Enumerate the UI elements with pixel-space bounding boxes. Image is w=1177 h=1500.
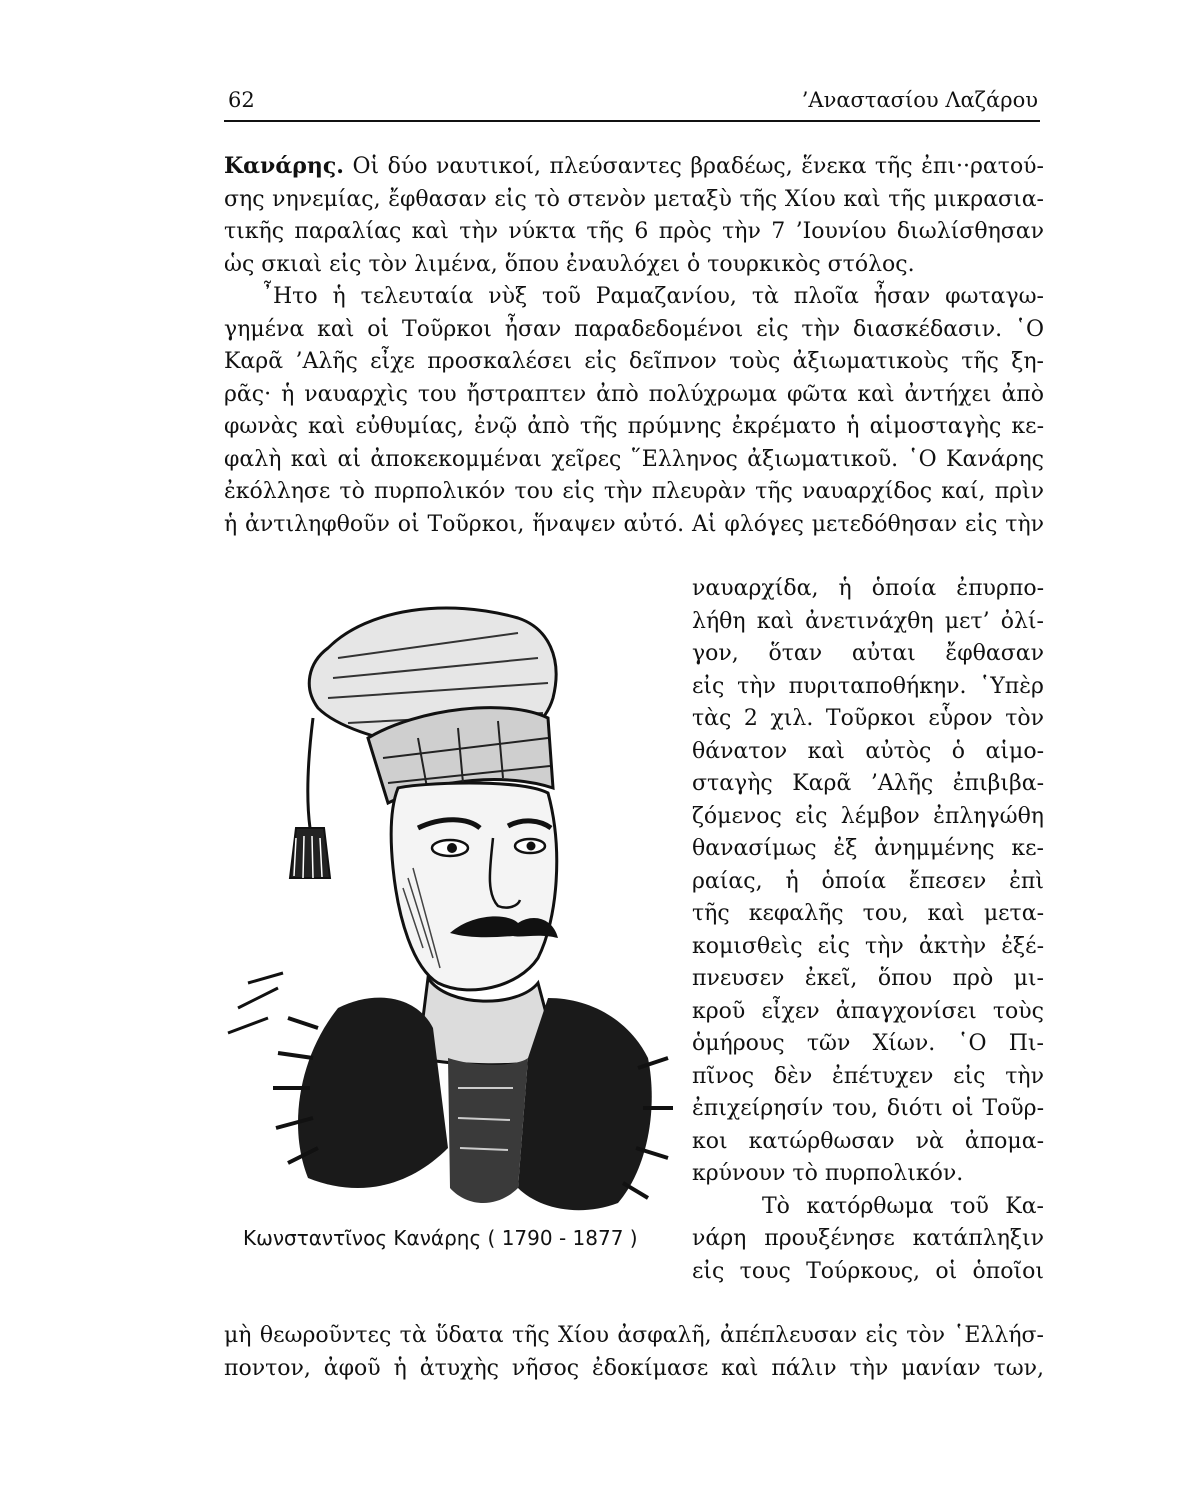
text-line: κρύνουν τὸ πυρπολικόν. bbox=[692, 1161, 964, 1186]
text-line: εἰς τους Τούρκους, οἱ ὁποῖοι bbox=[692, 1258, 1044, 1284]
text-line: Τὸ κατόρθωμα τοῦ Κα- bbox=[762, 1193, 1044, 1219]
side-column-text bbox=[692, 573, 1044, 1288]
text-line: θάνατον καὶ αὐτὸς ὁ αἱμο- bbox=[692, 738, 1044, 764]
text-line: τῆς κεφαλῆς του, καὶ μετα- bbox=[692, 901, 1044, 926]
portrait-engraving-icon bbox=[218, 588, 678, 1228]
text-line: ὁμήρους τῶν Χίων. ῾Ο Πι- bbox=[692, 1031, 1044, 1056]
text-line: φωνὰς καὶ εὐθυμίας, ἐνῷ ἀπὸ τῆς πρύμνης ἐκρέματο ἡ αἱμοσταγὴς κε- bbox=[224, 414, 1044, 439]
text-line: ρᾶς· ἡ ναυαρχὶς του ἤστραπτεν ἀπὸ πολύχρωμα φῶτα καὶ ἀντήχει ἀπὸ bbox=[224, 381, 1044, 407]
text-line: ἐπιχείρησίν του, διότι οἱ Τοῦρ- bbox=[692, 1096, 1044, 1121]
text-line: ζόμενος εἰς λέμβον ἐπληγώθη bbox=[692, 803, 1044, 829]
main-paragraphs bbox=[224, 150, 1044, 541]
running-title: ’Αναστασίου Λαζάρου bbox=[801, 88, 1038, 112]
text-line: φαλὴ καὶ αἱ ἀποκεκομμέναι χεῖρες ῞Ελληνος ἀξιωματικοῦ. ῾Ο Κανάρης bbox=[224, 446, 1044, 472]
text-line: εἰς τὴν πυριταποθήκην. ῾Υπὲρ bbox=[692, 673, 1044, 699]
text-line: τικῆς παραλίας καὶ τὴν νύκτα τῆς 6 πρὸς τὴν 7 ’Ιουνίου διωλίσθησαν bbox=[224, 219, 1044, 244]
text-line: ἐκόλλησε τὸ πυρπολικόν του εἰς τὴν πλευρὰν τῆς ναυαρχίδος καί, πρὶν bbox=[224, 479, 1044, 504]
lead-word: Κανάρης. bbox=[224, 153, 344, 179]
text-line: ὡς σκιαὶ εἰς τὸν λιμένα, ὅπου ἐναυλόχει ὁ τουρκικὸς στόλος. bbox=[224, 251, 915, 277]
figure-caption: Κωνσταντῖνος Κανάρης ( 1790 - 1877 ) bbox=[243, 1226, 638, 1250]
page-number: 62 bbox=[228, 88, 255, 112]
text-line: μὴ θεωροῦντες τὰ ὕδατα τῆς Χίου ἀσφαλῆ, ἀπέπλευσαν εἰς τὸν ῾Ελλήσ- bbox=[224, 1323, 1044, 1348]
text-line: σταγὴς Καρᾶ ’Αλῆς ἐπιβιβα- bbox=[692, 771, 1044, 796]
text-line: πῖνος δὲν ἐπέτυχεν εἰς τὴν bbox=[692, 1063, 1044, 1089]
text-line: ἡ ἀντιληφθοῦν οἱ Τοῦρκοι, ἥναψεν αὐτό. Αἱ φλόγες μετεδόθησαν εἰς τὴν bbox=[224, 511, 1044, 537]
text-line: σης νηνεμίας, ἔφθασαν εἰς τὸ στενὸν μεταξὺ τῆς Χίου καὶ τῆς μικρασια- bbox=[224, 186, 1044, 212]
text-line: ναυαρχίδα, ἡ ὁποία ἐπυρπο- bbox=[692, 576, 1044, 601]
page-header bbox=[224, 86, 1040, 122]
text-line: ραίας, ἡ ὁποία ἔπεσεν ἐπὶ bbox=[692, 868, 1044, 894]
text-line: νάρη προυξένησε κατάπληξιν bbox=[692, 1226, 1044, 1251]
text-line: θανασίμως ἐξ ἀνημμένης κε- bbox=[692, 836, 1044, 861]
text-line: πνευσεν ἐκεῖ, ὅπου πρὸ μι- bbox=[692, 966, 1044, 991]
text-line: κοι κατώρθωσαν νὰ ἀπομα- bbox=[692, 1128, 1044, 1154]
text-line: γημένα καὶ οἱ Τοῦρκοι ἦσαν παραδεδομένοι εἰς τὴν διασκέδασιν. ῾Ο bbox=[224, 316, 1044, 342]
text-line: λήθη καὶ ἀνετινάχθη μετ’ ὀλί- bbox=[692, 608, 1044, 634]
text-line: κροῦ εἶχεν ἀπαγχονίσει τοὺς bbox=[692, 998, 1044, 1024]
text-line: Καρᾶ ’Αλῆς εἶχε προσκαλέσει εἰς δεῖπνον τοὺς ἀξιωματικοὺς τῆς ξη- bbox=[224, 349, 1044, 374]
bottom-paragraph bbox=[224, 1320, 1044, 1385]
text-line: γον, ὅταν αὐται ἔφθασαν bbox=[692, 641, 1044, 666]
text-line: ποντον, ἀφοῦ ἡ ἀτυχὴς νῆσος ἐδοκίμασε καὶ πάλιν τὴν μανίαν των, bbox=[224, 1355, 1044, 1381]
text-line: κομισθεὶς εἰς τὴν ἀκτὴν ἐξέ- bbox=[692, 933, 1044, 959]
text-line: Κανάρης. Οἱ δύο ναυτικοί, πλεύσαντες βραδέως, ἕνεκα τῆς ἐπι··ρατού- bbox=[224, 153, 1044, 179]
text-line: ῏Ητο ἡ τελευταία νὺξ τοῦ Ραμαζανίου, τὰ πλοῖα ἦσαν φωταγω- bbox=[262, 284, 1044, 309]
text-line: τὰς 2 χιλ. Τοῦρκοι εὗρον τὸν bbox=[692, 706, 1044, 731]
